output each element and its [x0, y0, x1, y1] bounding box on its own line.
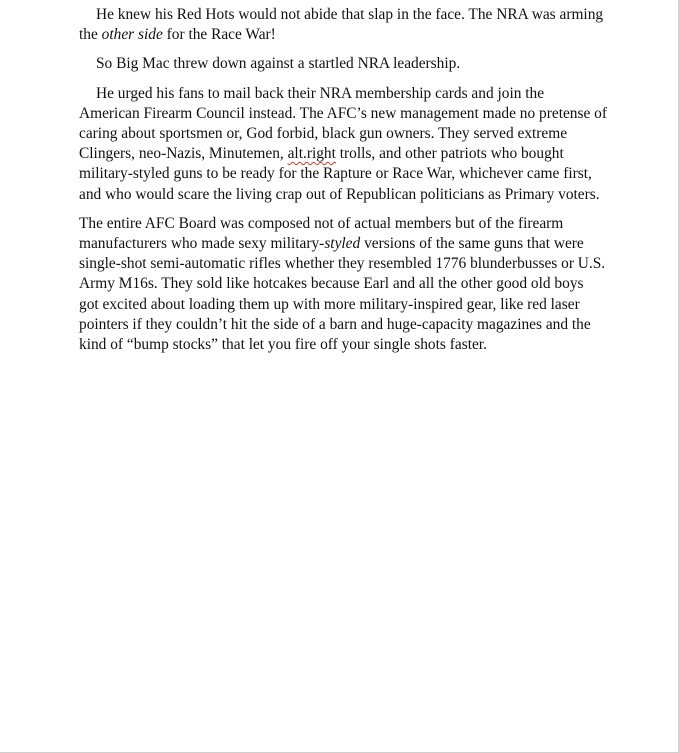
italic-text-run: other side	[101, 26, 163, 44]
italic-text-run: styled	[324, 235, 361, 253]
spellcheck-flagged-word[interactable]: alt.right	[287, 145, 336, 163]
paragraph-3	[79, 84, 607, 205]
text-run: So Big Mac threw down against a startled NRA leadership.	[96, 55, 461, 73]
text-run: for the Race War!	[162, 26, 276, 44]
text-run: He urged his fans to mail back their NRA membership cards and join the American Firearm Council instead. The AFC’s new management made no pretense of caring about sportsmen or, God forbid, black gun owners. They served extreme Clingers, neo-Nazis, Minutemen,	[79, 84, 607, 163]
paragraph-1	[79, 5, 607, 45]
paragraph-2	[79, 54, 607, 74]
paragraph-4	[79, 214, 607, 355]
text-run: The entire AFC Board was composed not of actual members but of the firearm manufacturers who made sexy military-	[79, 214, 564, 253]
document-body[interactable]	[79, 5, 607, 364]
text-run: versions of the same guns that were single-shot semi-automatic rifles whether they resembled 1776 blunderbusses or U.S. Army M16s. They sold like hotcakes because Earl and all the other good old boys got excited about loading them up with more military-inspired gear, like red laser pointers if they couldn’t hit the side of a barn and huge-capacity magazines and the kind of “bump stocks” that let you fire off your single shots faster.	[79, 235, 606, 354]
text-run: He knew his Red Hots would not abide that slap in the face. The NRA was arming the	[79, 6, 604, 44]
text-run: trolls, and other patriots who bought military-styled guns to be ready for the Rapture or Race War, whichever came first, and who would scare the living crap out of Republican politicians as Primary voters.	[79, 145, 600, 203]
